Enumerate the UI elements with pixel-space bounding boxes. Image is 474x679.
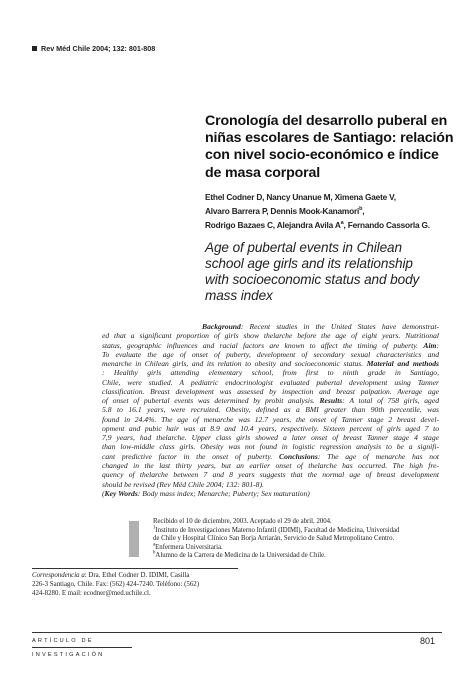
abstract-line: than low-middle class girls. Obesity was not found in logistic regression analysis to be a signifi- [102,442,439,452]
author-line: Ethel Codner D, Nancy Unanue M, Ximena Gaete V, [205,192,396,202]
page-number: 801 [420,636,436,646]
english-title-line: with socioeconomic status and body [205,272,420,287]
affiliation-superscript: 1 [153,525,156,531]
abstract-heading-results: Results [319,396,343,406]
received-dates: Recibido el 10 de diciembre, 2003. Aceptado el 29 de abril, 2004. [153,518,332,525]
abstract-line [102,322,439,331]
abstract-keywords-line: (Key Words: Body mass index; Menarche; Puberty; Sex maturation) [102,488,310,498]
spanish-title-line: de masa corporal [205,164,321,181]
english-title-line: Age of pubertal events in Chilean [205,240,402,255]
abstract-line [102,452,439,461]
footer-top-rule [32,632,442,633]
affiliation-text: Enfermera Universitaria. [155,543,223,551]
english-title-line: school age girls and its relationship [205,256,413,271]
received-affiliations [153,518,443,561]
abstract-text: : The age of menarche has not [317,451,439,461]
author-line: Alvaro Barrera P, Dennis Mook-Kanamori$^b$, [205,206,365,217]
section-label-line-1: ARTÍCULO DE [32,638,94,644]
abstract-heading-material: Material and methods [366,359,439,369]
abstract-line: should be revised (Rev Méd Chile 2004; 132: 801-8). [102,479,264,489]
abstract-heading-background: Background [202,322,241,331]
abstract-text: : A total of 758 girls, aged [342,396,439,406]
abstract-text: : Recent studies in the United States have demonstrat- [240,322,439,331]
affiliation-line [153,552,443,561]
abstract-line: ed that a significant proportion of girls show thelarche before the age of eight years. Nutritional [102,331,439,341]
correspondence-divider [32,568,238,569]
abstract-line: To evaluate the age of onset of puberty, development of secondary sexual characteristics and [102,349,439,359]
author-text: Alvaro Barrera P, Dennis Mook-Kanamori [205,206,360,217]
affiliation-superscript: a [153,542,156,548]
abstract-line: quency of thelarche between 7 and 8 years suggests that the normal age of breast development [102,470,439,480]
affiliation-line [153,527,443,536]
author-line [205,217,455,231]
abstract [102,322,439,498]
abstract-line: found in 24.4%. The age of menarche was 12.7 years, the onset of Tanner stage 2 breast devel- [102,414,439,424]
spanish-title-line: niñas escolares de Santiago: relación [205,130,454,147]
square-bullet-icon [32,46,37,51]
affiliation-line: de Chile y Hospital Clínico San Borja Arriarán, Servicio de Salud Metropolitano Centro. [153,535,395,543]
correspondence-line [32,572,252,581]
correspondence-line: 226-3 Santiago, Chile. Fax: (562) 424-7240. Teléfono: (562) [32,580,200,588]
journal-reference [32,44,155,53]
abstract-line: Chile, were studied. A pediatric endocrinologist evaluated pubertal development using Tanner [102,377,439,387]
abstract-text: of onset of pubertal events was determined by probit analysis. [102,396,315,406]
abstract-heading-conclusions: Conclusions [279,451,318,461]
section-label-rule [32,647,132,648]
affiliation-text: Alumno de la Carrera de Medicina de la Universidad de Chile. [155,552,326,560]
english-title-line: mass index [205,288,273,303]
abstract-line: changed in the last thirty years, but an earlier onset of thelarche has occurred. The high fre- [102,460,439,470]
section-label [32,636,132,660]
author-superscript: a [340,220,344,227]
abstract-line: : Healthy girls attending elementary school, from first to ninth grade in Santiago, [102,368,439,378]
abstract-line: opment and pubic hair was at 8.9 and 10.4 years, respectively. Sixteen percent of girls aged 7 to [102,423,439,433]
correspondence-text: : Dra. Ethel Codner D. IDIMI, Casilla [84,572,190,579]
decorative-vertical-bar [129,521,139,557]
abstract-line [102,396,439,405]
abstract-text: menarche in Chilean girls, and its relation to obesity and socioeconomic status. [102,359,364,369]
section-label-line-2: INVESTIGACIÓN [32,651,105,658]
abstract-line: 5.8 to 16.1 years, were recruited. Obesity, defined as a BMI greater than 90th percentile, was [102,405,439,415]
abstract-text: status, geographic influences and racial factors are known to affect the timing of puberty. [102,340,419,350]
author-list [205,191,455,231]
abstract-line: 7,9 years, had thelarche. Upper class girls showed a later onset of breast Tanner stage 4 stage [102,433,439,443]
abstract-heading-keywords: Key Words [104,488,138,498]
english-title [205,240,455,304]
abstract-text: cant predictive factor in the onset of puberty. [102,451,273,461]
correspondence-block [32,572,252,598]
abstract-line: status, geographic influences and racial factors are known to affect the timing of puberty. Aim: [102,340,439,350]
affiliation-superscript: b [153,551,156,557]
author-superscript: b [359,206,363,213]
affiliation-text: Instituto de Investigaciones Materno Infantil (IDIMI), Facultad de Medicina, Universidad [155,526,400,534]
spanish-title-line: Cronología del desarrollo puberal en [205,113,448,129]
author-text: Rodrigo Bazaes C, Alejandra Avila A [205,220,341,231]
journal-reference-text: Rev Méd Chile 2004; 132: 801-808 [41,44,156,53]
abstract-line: classification. Breast development was assessed by inspection and breast palpation. Average age [102,386,439,396]
abstract-text: : Body mass index; Menarche; Puberty; Sex maturation) [137,488,310,498]
correspondence-label: Correspondencia a [32,572,85,579]
abstract-heading-aim: Aim [423,340,437,350]
abstract-line [102,359,439,368]
spanish-title-line: con nivel socio-económico e índice [205,147,439,164]
spanish-title [205,113,455,182]
correspondence-line: 424-8280. E mail: ecodner@med.uchile.cl. [32,589,151,597]
author-text: , Fernando Cassorla G. [343,220,430,231]
